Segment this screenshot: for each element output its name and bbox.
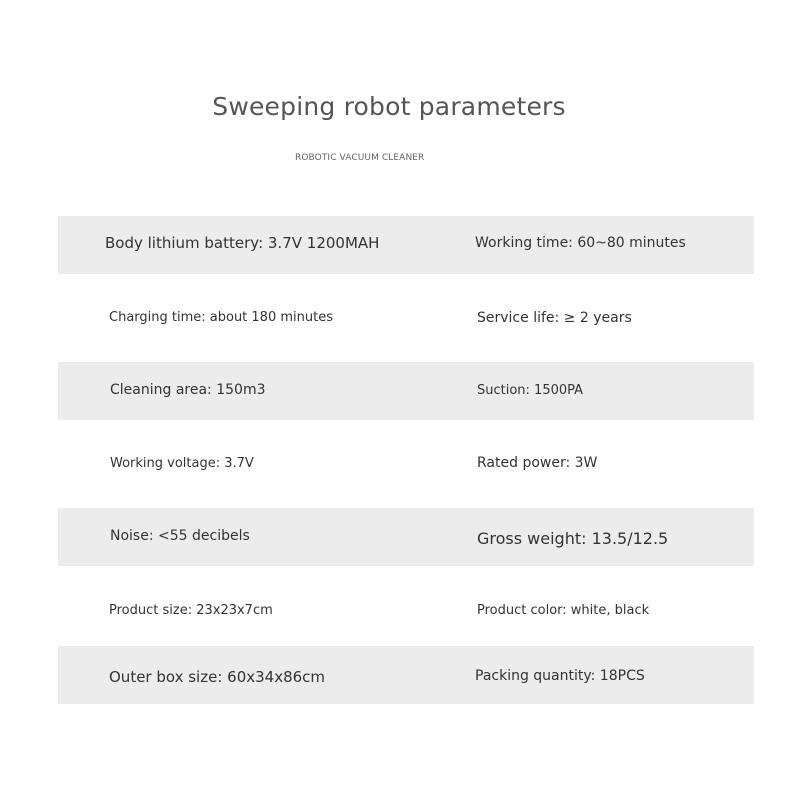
spec-outer-box-size: Outer box size: 60x34x86cm: [109, 668, 326, 686]
spec-working-voltage: Working voltage: 3.7V: [110, 456, 254, 471]
spec-working-time: Working time: 60~80 minutes: [475, 235, 686, 251]
spec-battery: Body lithium battery: 3.7V 1200MAH: [105, 234, 380, 252]
spec-service-life: Service life: ≥ 2 years: [477, 310, 632, 326]
spec-rated-power: Rated power: 3W: [477, 455, 598, 471]
page-subtitle: ROBOTIC VACUUM CLEANER: [295, 153, 425, 163]
spec-suction: Suction: 1500PA: [477, 383, 584, 398]
spec-product-size: Product size: 23x23x7cm: [109, 603, 273, 618]
spec-product-color: Product color: white, black: [477, 603, 650, 618]
spec-charging-time: Charging time: about 180 minutes: [109, 310, 333, 325]
page-title: Sweeping robot parameters: [212, 92, 566, 121]
spec-noise: Noise: <55 decibels: [110, 528, 250, 544]
spec-gross-weight: Gross weight: 13.5/12.5: [477, 529, 669, 548]
spec-cleaning-area: Cleaning area: 150m3: [110, 382, 266, 398]
spec-packing-quantity: Packing quantity: 18PCS: [475, 668, 645, 684]
